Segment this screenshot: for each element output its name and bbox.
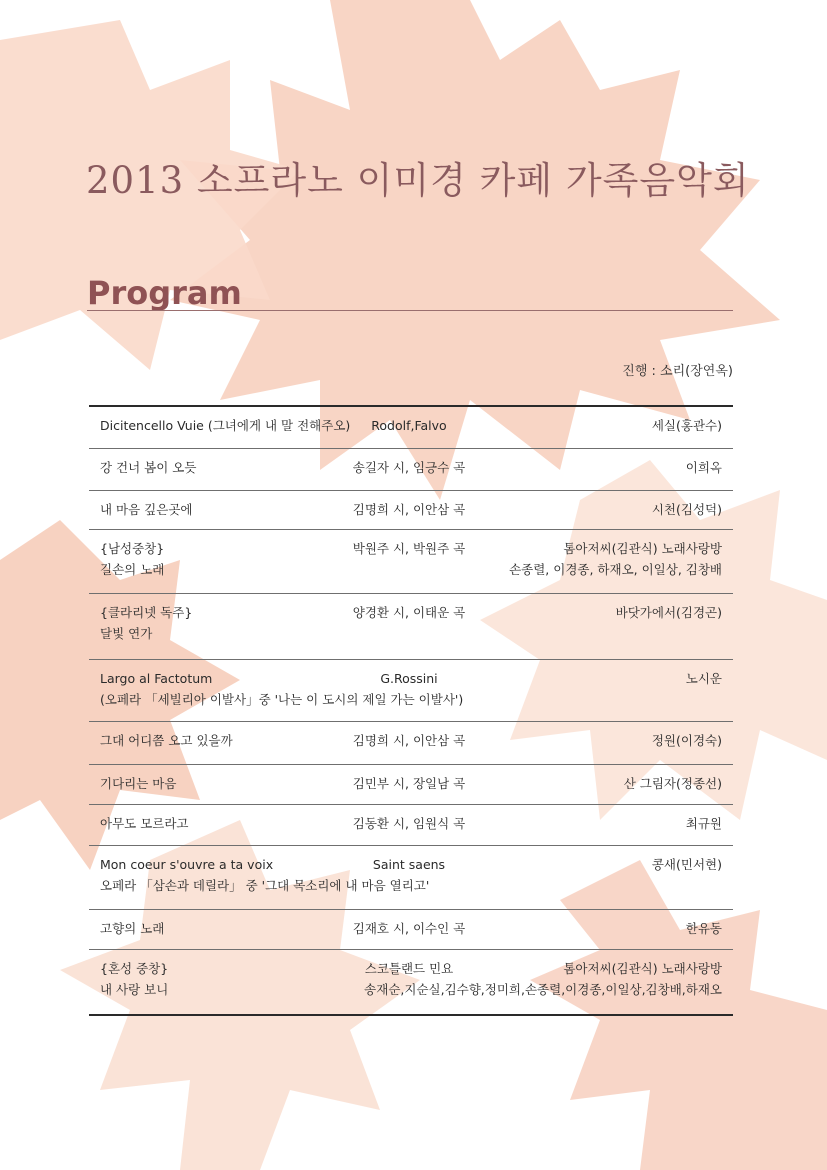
program-row	[89, 805, 733, 846]
program-performer: 톰아저씨(김관식) 노래사랑방	[563, 961, 722, 976]
program-performer: 노시운	[685, 671, 722, 686]
program-performer-members: 손종렬, 이경종, 하재오, 이일상, 김창배	[509, 562, 722, 577]
program-performer: 산 그림자(정종선)	[623, 776, 722, 791]
program-subtitle: 내 사랑 보니	[100, 982, 169, 997]
program-credit: 양경환 시, 이태운 곡	[352, 605, 466, 620]
program-title: {남성중창}	[100, 541, 165, 556]
section-title: Program	[87, 274, 242, 312]
program-subtitle: (오페라 「세빌리아 이발사」중 '나는 이 도시의 제일 가는 이발사')	[100, 692, 464, 707]
program-row	[89, 407, 733, 449]
program-credit: 김명희 시, 이안삼 곡	[352, 502, 466, 517]
program-title: 내 마음 깊은곳에	[100, 502, 193, 517]
program-performer: 한유동	[685, 921, 722, 936]
program-credit: 김동환 시, 임원식 곡	[352, 816, 466, 831]
program-row	[89, 950, 733, 1014]
program-credit: 스코틀랜드 민요	[364, 961, 454, 976]
section-divider	[87, 310, 733, 311]
program-row	[89, 722, 733, 765]
program-subtitle: 달빛 연가	[100, 626, 153, 641]
program-credit: 송길자 시, 임긍수 곡	[352, 460, 466, 475]
program-title: Dicitencello Vuie (그녀에게 내 말 전해주오)	[100, 418, 351, 433]
program-performer: 톰아저씨(김관식) 노래사랑방	[563, 541, 722, 556]
page-title: 2013 소프라노 이미경 카페 가족음악회	[86, 159, 750, 202]
program-title: 강 건너 봄이 오듯	[100, 460, 197, 475]
program-row	[89, 530, 733, 594]
program-row	[89, 449, 733, 491]
program-row	[89, 491, 733, 530]
program-performer: 정원(이경숙)	[651, 733, 722, 748]
program-row	[89, 910, 733, 950]
program-subtitle: 길손의 노래	[100, 562, 165, 577]
program-credit: G.Rossini	[380, 671, 438, 686]
program-performer: 이희옥	[685, 460, 722, 475]
program-performer: 시천(김성덕)	[651, 502, 722, 517]
program-credit: 김명희 시, 이안삼 곡	[352, 733, 466, 748]
program-title: {혼성 중창}	[100, 961, 169, 976]
program-credit: Rodolf,Falvo	[371, 418, 447, 433]
program-row	[89, 846, 733, 910]
host-credit: 진행 : 소리(장연옥)	[622, 364, 733, 379]
program-title: 기다리는 마음	[100, 776, 177, 791]
program-subtitle: 오페라 「삼손과 데릴라」 중 '그대 목소리에 내 마음 열리고'	[100, 878, 430, 893]
program-credit: 김민부 시, 장일남 곡	[352, 776, 466, 791]
program-credit: Saint saens	[372, 857, 446, 872]
program-row	[89, 765, 733, 805]
program-performer: 바닷가에서(김경곤)	[615, 605, 722, 620]
program-performer: 세실(홍관수)	[651, 418, 722, 433]
program-row	[89, 660, 733, 722]
program-performer: 콩새(민서현)	[651, 857, 722, 872]
program-credit: 박원주 시, 박원주 곡	[352, 541, 466, 556]
program-title: {클라리넷 독주}	[100, 605, 193, 620]
program-row	[89, 594, 733, 660]
program-table	[89, 405, 733, 1016]
program-credit: 김재호 시, 이수인 곡	[352, 921, 466, 936]
program-title: 그대 어디쯤 오고 있을까	[100, 733, 233, 748]
program-performer-members: 송재순,지순실,김수향,정미희,손종렬,이경종,이일상,김창배,하재오	[364, 982, 722, 997]
program-title: 고향의 노래	[100, 921, 165, 936]
program-performer: 최규원	[685, 816, 722, 831]
program-title: Mon coeur s'ouvre a ta voix	[100, 857, 274, 872]
program-title: 아무도 모르라고	[100, 816, 189, 831]
program-title: Largo al Factotum	[100, 671, 213, 686]
